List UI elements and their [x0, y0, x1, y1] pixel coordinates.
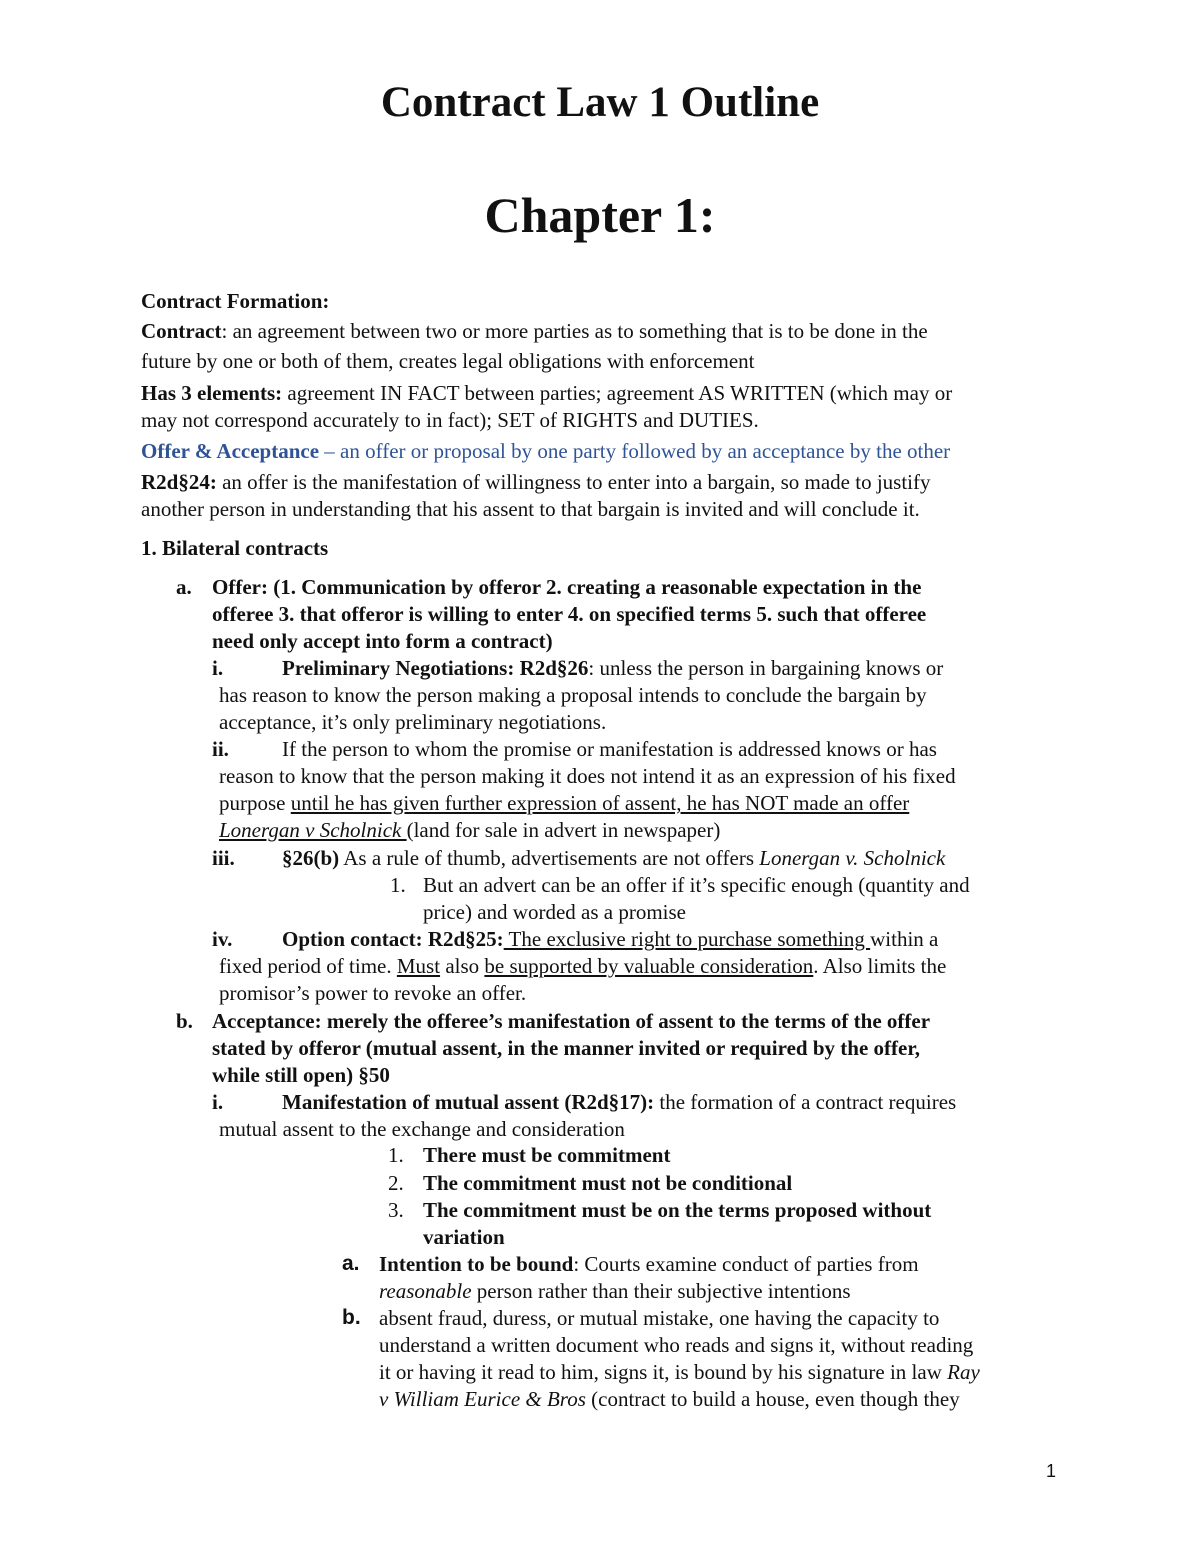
iv-must: Must [396, 954, 441, 978]
chapter-heading: Chapter 1: [484, 187, 716, 243]
ii-line-2: reason to know that the person making it does not intend it as an expression of his fixed [219, 764, 956, 788]
preliminary-term: Preliminary Negotiations: R2d§26 [282, 656, 589, 680]
list-item-1-text: There must be commitment [423, 1143, 671, 1167]
acceptance-line-3: while still open) §50 [212, 1063, 390, 1087]
iv-underlined-b: he exclusive right to purchase something [521, 927, 871, 951]
iv-underlined-a: T [503, 927, 522, 951]
iii-sub-1-marker: 1. [390, 873, 406, 897]
preliminary-text: : unless the person in bargaining knows or [588, 656, 944, 680]
iv-line-1 [282, 926, 938, 952]
mutual-assent-term: Manifestation of mutual assent (R2d§17): [282, 1090, 655, 1114]
ii-line-3 [219, 790, 909, 816]
lonergan-case-name: Lonergan v Scholnick [219, 818, 407, 842]
list-item-3-marker: 3. [388, 1198, 404, 1222]
intention-line-2-rest: person rather than their subjective intentions [471, 1279, 851, 1303]
preliminary-line-2: has reason to know the person making a proposal intends to conclude the bargain by [219, 683, 927, 707]
acceptance-line-1: Acceptance: merely the offeree’s manifestation of assent to the terms of the offer [212, 1009, 931, 1033]
acceptance-line-2: stated by offeror (mutual assent, in the manner invited or required by the offer, [212, 1036, 920, 1060]
offer-acceptance-line [141, 438, 950, 464]
iv-consideration: be supported by valuable consideration [484, 954, 814, 978]
sub-a-marker: a. [342, 1252, 360, 1275]
iv-line-3: promisor’s power to revoke an offer. [219, 981, 527, 1005]
signature-line-3-text: it or having it read to him, signs it, is bound by his signature in law [379, 1360, 948, 1384]
list-item-2-marker: 2. [388, 1171, 404, 1195]
mutual-assent-line-2: mutual assent to the exchange and consideration [219, 1117, 625, 1141]
r24-line-2: another person in understanding that his assent to that bargain is invited and will conclude it. [141, 497, 920, 521]
intention-term: Intention to be bound [379, 1252, 574, 1276]
elements-def-text: agreement IN FACT between parties; agreement AS WRITTEN (which may or [282, 381, 953, 405]
list-item-2-text: The commitment must not be conditional [423, 1171, 793, 1195]
offer-acceptance-term: Offer & Acceptance [141, 439, 320, 463]
iii-text: As a rule of thumb, advertisements are not offers [339, 846, 760, 870]
mutual-assent-text: the formation of a contract requires [654, 1090, 957, 1114]
iv-line-2 [219, 953, 946, 979]
item-iv-marker: iv. [212, 927, 233, 951]
iii-line [282, 845, 945, 871]
item-b-i-marker: i. [212, 1090, 224, 1114]
ii-case-line [219, 817, 720, 843]
iv-text-2a: fixed period of time. [219, 954, 397, 978]
r24-def: an offer is the manifestation of willingness to enter into a bargain, so made to justify [216, 470, 931, 494]
signature-line-3 [379, 1359, 980, 1385]
r24-term: R2d§24: [141, 470, 217, 494]
ii-underlined-text: until he has given further expression of assent, he has NOT made an offer [290, 791, 910, 815]
ray-case-note: (contract to build a house, even though they [585, 1387, 960, 1411]
contract-term: Contract [141, 319, 222, 343]
list-item-3-cont: variation [423, 1225, 505, 1249]
offer-line-2: offeree 3. that offeror is willing to enter 4. on specified terms 5. such that offeree [212, 602, 927, 626]
signature-line-4 [379, 1386, 960, 1412]
document-title: Contract Law 1 Outline [380, 79, 820, 126]
offer-line-1: Offer: (1. Communication by offeror 2. creating a reasonable expectation in the [212, 575, 922, 599]
signature-line-2: understand a written document who reads and signs it, without reading [379, 1333, 974, 1357]
ray-case-start: Ray [947, 1360, 980, 1384]
ray-case-name: v William Eurice & Bros [379, 1387, 586, 1411]
preliminary-line-3: acceptance, it’s only preliminary negotiations. [219, 710, 607, 734]
preliminary-line-1 [282, 655, 943, 681]
intention-line-1 [379, 1251, 919, 1277]
option-contract-term: Option contact: R2d§25: [282, 927, 504, 951]
intention-line-2 [379, 1278, 851, 1304]
elements-line-2: may not correspond accurately to in fact); SET of RIGHTS and DUTIES. [141, 408, 759, 432]
item-a-marker: a. [176, 575, 192, 599]
reasonable-word: reasonable [379, 1279, 472, 1303]
mutual-assent-line-1 [282, 1089, 956, 1115]
ii-purpose-text: purpose [219, 791, 291, 815]
sub-b-marker: b. [342, 1306, 361, 1329]
list-item-3-text: The commitment must be on the terms proposed without [423, 1198, 932, 1222]
signature-line-1: absent fraud, duress, or mutual mistake, one having the capacity to [379, 1306, 940, 1330]
iii-sub-1-line-2: price) and worded as a promise [423, 900, 686, 924]
iv-text-2c: also [440, 954, 485, 978]
section-heading: Contract Formation: [141, 289, 330, 313]
elements-term: Has 3 elements: [141, 381, 283, 405]
iv-text-c: within a [870, 927, 939, 951]
page-number: 1 [1046, 1461, 1057, 1481]
lonergan-case-note: (land for sale in advert in newspaper) [406, 818, 721, 842]
item-b-marker: b. [176, 1009, 193, 1033]
item-iii-marker: iii. [212, 846, 235, 870]
intention-text: : Courts examine conduct of parties from [573, 1252, 919, 1276]
r24-line [141, 469, 931, 495]
bilateral-heading: 1. Bilateral contracts [141, 536, 329, 560]
contract-definition-line [141, 318, 928, 344]
item-i-marker: i. [212, 656, 224, 680]
iv-text-2e: . Also limits the [813, 954, 947, 978]
item-ii-marker: ii. [212, 737, 229, 761]
list-item-1-marker: 1. [388, 1143, 404, 1167]
elements-line [141, 380, 952, 406]
iii-sub-1-line-1: But an advert can be an offer if it’s specific enough (quantity and [423, 873, 970, 897]
contract-def-text: : an agreement between two or more parties as to something that is to be done in the [221, 319, 928, 343]
ii-line-1: If the person to whom the promise or manifestation is addressed knows or has [282, 737, 937, 761]
offer-acceptance-def: – an offer or proposal by one party followed by an acceptance by the other [319, 439, 951, 463]
contract-def-line-2: future by one or both of them, creates legal obligations with enforcement [141, 349, 755, 373]
iii-case-name: Lonergan v. Scholnick [759, 846, 946, 870]
offer-line-3: need only accept into form a contract) [212, 629, 553, 653]
iii-term: §26(b) [282, 846, 340, 870]
